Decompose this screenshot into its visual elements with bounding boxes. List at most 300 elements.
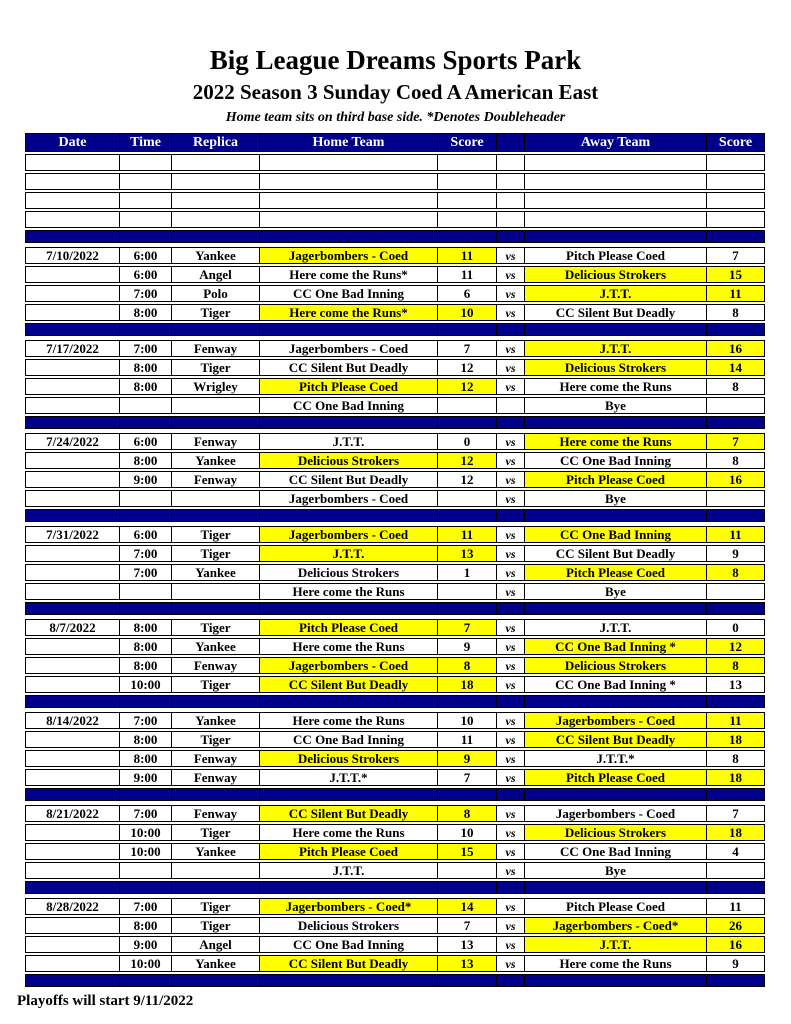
date-cell (25, 917, 120, 934)
home-team-cell (260, 192, 438, 209)
away-team-cell: Jagerbombers - Coed (525, 712, 707, 729)
replica-cell (172, 881, 260, 894)
home-score-cell: 18 (438, 676, 497, 693)
time-cell: 8:00 (120, 619, 172, 636)
vs-cell: vs (497, 824, 525, 841)
away-team-cell (525, 230, 707, 243)
away-score-cell: 7 (707, 805, 765, 822)
home-team-cell: CC Silent But Deadly (260, 955, 438, 972)
home-score-cell (438, 154, 497, 171)
away-team-cell: Bye (525, 862, 707, 879)
home-team-cell: Pitch Please Coed (260, 378, 438, 395)
bye-row (25, 862, 765, 879)
home-score-cell (438, 192, 497, 209)
game-row (25, 917, 765, 934)
home-score-cell: 8 (438, 657, 497, 674)
home-score-cell (438, 397, 497, 414)
away-team-cell: Here come the Runs (525, 433, 707, 450)
replica-cell: Yankee (172, 955, 260, 972)
home-team-cell: CC Silent But Deadly (260, 676, 438, 693)
date-cell (25, 602, 120, 615)
home-team-cell (260, 154, 438, 171)
replica-cell (172, 583, 260, 600)
date-cell (25, 545, 120, 562)
replica-cell (172, 416, 260, 429)
away-score-cell (707, 583, 765, 600)
time-cell: 7:00 (120, 564, 172, 581)
date-cell (25, 490, 120, 507)
home-score-cell: 12 (438, 471, 497, 488)
away-score-cell: 14 (707, 359, 765, 376)
away-team-cell: Delicious Strokers (525, 266, 707, 283)
replica-cell (172, 397, 260, 414)
home-score-cell: 15 (438, 843, 497, 860)
bye-row (25, 397, 765, 414)
time-cell: 10:00 (120, 843, 172, 860)
date-cell (25, 769, 120, 786)
replica-cell: Tiger (172, 545, 260, 562)
header-cell-replica: Replica (172, 133, 260, 152)
vs-cell: vs (497, 452, 525, 469)
away-score-cell: 8 (707, 378, 765, 395)
away-team-cell (525, 881, 707, 894)
away-team-cell (525, 974, 707, 987)
time-cell: 8:00 (120, 917, 172, 934)
replica-cell (172, 173, 260, 190)
date-cell (25, 936, 120, 953)
separator-row (25, 509, 765, 522)
away-team-cell: CC Silent But Deadly (525, 304, 707, 321)
home-team-cell: Here come the Runs* (260, 304, 438, 321)
replica-cell: Tiger (172, 304, 260, 321)
game-row (25, 433, 765, 450)
away-score-cell (707, 173, 765, 190)
time-cell (120, 881, 172, 894)
home-score-cell: 11 (438, 266, 497, 283)
replica-cell: Fenway (172, 471, 260, 488)
time-cell: 7:00 (120, 340, 172, 357)
home-team-cell: Here come the Runs (260, 712, 438, 729)
home-score-cell (438, 509, 497, 522)
away-team-cell (525, 695, 707, 708)
vs-cell (497, 154, 525, 171)
replica-cell: Fenway (172, 657, 260, 674)
time-cell (120, 416, 172, 429)
home-score-cell: 13 (438, 936, 497, 953)
date-cell (25, 955, 120, 972)
time-cell: 7:00 (120, 805, 172, 822)
date-cell: 7/31/2022 (25, 526, 120, 543)
replica-cell: Yankee (172, 452, 260, 469)
vs-cell: vs (497, 247, 525, 264)
date-cell (25, 657, 120, 674)
away-score-cell: 4 (707, 843, 765, 860)
replica-cell: Tiger (172, 359, 260, 376)
game-row (25, 378, 765, 395)
game-row (25, 526, 765, 543)
replica-cell (172, 211, 260, 228)
game-row (25, 545, 765, 562)
vs-cell: vs (497, 359, 525, 376)
date-cell (25, 881, 120, 894)
away-team-cell: CC Silent But Deadly (525, 545, 707, 562)
replica-cell: Angel (172, 266, 260, 283)
date-cell (25, 304, 120, 321)
vs-cell: vs (497, 843, 525, 860)
separator-row (25, 974, 765, 987)
date-cell (25, 638, 120, 655)
away-score-cell (707, 695, 765, 708)
home-score-cell: 7 (438, 769, 497, 786)
time-cell: 8:00 (120, 638, 172, 655)
replica-cell: Angel (172, 936, 260, 953)
away-team-cell: CC One Bad Inning (525, 452, 707, 469)
playoffs-note: Playoffs will start 9/11/2022 (17, 993, 194, 1009)
date-cell: 8/14/2022 (25, 712, 120, 729)
home-score-cell (438, 211, 497, 228)
away-team-cell: Bye (525, 583, 707, 600)
home-score-cell: 13 (438, 545, 497, 562)
empty-row (25, 192, 765, 209)
home-team-cell (260, 974, 438, 987)
away-team-cell: Delicious Strokers (525, 657, 707, 674)
time-cell (120, 323, 172, 336)
home-team-cell: Here come the Runs (260, 638, 438, 655)
home-score-cell: 10 (438, 304, 497, 321)
vs-cell: vs (497, 731, 525, 748)
date-cell: 8/7/2022 (25, 619, 120, 636)
away-score-cell (707, 154, 765, 171)
home-team-cell: Here come the Runs (260, 583, 438, 600)
time-cell (120, 788, 172, 801)
vs-cell: vs (497, 583, 525, 600)
home-team-cell: Pitch Please Coed (260, 619, 438, 636)
away-score-cell: 12 (707, 638, 765, 655)
time-cell: 9:00 (120, 471, 172, 488)
home-team-cell: CC Silent But Deadly (260, 471, 438, 488)
away-team-cell: CC Silent But Deadly (525, 731, 707, 748)
home-score-cell: 9 (438, 638, 497, 655)
game-row (25, 266, 765, 283)
away-team-cell: Bye (525, 397, 707, 414)
separator-row (25, 323, 765, 336)
page-tagline: Home team sits on third base side. *Denotes Doubleheader (225, 110, 566, 125)
vs-cell: vs (497, 526, 525, 543)
away-team-cell (525, 211, 707, 228)
away-score-cell: 0 (707, 619, 765, 636)
vs-cell (497, 974, 525, 987)
time-cell: 8:00 (120, 750, 172, 767)
date-cell: 7/17/2022 (25, 340, 120, 357)
away-team-cell: Delicious Strokers (525, 824, 707, 841)
away-score-cell: 18 (707, 731, 765, 748)
vs-cell: vs (497, 898, 525, 915)
vs-cell (497, 173, 525, 190)
away-team-cell: CC One Bad Inning (525, 843, 707, 860)
home-score-cell (438, 416, 497, 429)
home-score-cell (438, 974, 497, 987)
schedule-table (25, 133, 765, 987)
replica-cell: Yankee (172, 638, 260, 655)
vs-cell: vs (497, 433, 525, 450)
time-cell (120, 974, 172, 987)
time-cell (120, 397, 172, 414)
vs-cell (497, 230, 525, 243)
replica-cell: Tiger (172, 619, 260, 636)
replica-cell (172, 974, 260, 987)
game-row (25, 955, 765, 972)
home-team-cell: CC Silent But Deadly (260, 805, 438, 822)
empty-row (25, 154, 765, 171)
home-score-cell: 10 (438, 824, 497, 841)
home-score-cell: 12 (438, 378, 497, 395)
away-score-cell (707, 862, 765, 879)
time-cell: 8:00 (120, 657, 172, 674)
separator-row (25, 230, 765, 243)
home-score-cell (438, 602, 497, 615)
page-subtitle: 2022 Season 3 Sunday Coed A American East (192, 80, 599, 104)
away-team-cell: Pitch Please Coed (525, 769, 707, 786)
vs-cell: vs (497, 619, 525, 636)
time-cell (120, 154, 172, 171)
replica-cell: Fenway (172, 750, 260, 767)
date-cell (25, 471, 120, 488)
time-cell (120, 583, 172, 600)
date-cell (25, 397, 120, 414)
away-team-cell: Pitch Please Coed (525, 471, 707, 488)
game-row (25, 898, 765, 915)
time-cell: 9:00 (120, 769, 172, 786)
header-cell-home-score: Score (438, 133, 497, 152)
away-score-cell: 11 (707, 526, 765, 543)
home-score-cell: 6 (438, 285, 497, 302)
home-team-cell (260, 323, 438, 336)
away-score-cell (707, 211, 765, 228)
away-team-cell (525, 323, 707, 336)
away-team-cell: CC One Bad Inning * (525, 638, 707, 655)
home-score-cell (438, 881, 497, 894)
away-score-cell (707, 881, 765, 894)
vs-cell: vs (497, 564, 525, 581)
time-cell: 6:00 (120, 526, 172, 543)
table-body (25, 154, 765, 987)
date-cell (25, 974, 120, 987)
game-row (25, 805, 765, 822)
replica-cell (172, 192, 260, 209)
header-cell-vs (497, 133, 525, 152)
date-cell (25, 509, 120, 522)
game-row (25, 657, 765, 674)
time-cell (120, 602, 172, 615)
replica-cell: Polo (172, 285, 260, 302)
away-score-cell: 9 (707, 955, 765, 972)
away-score-cell: 16 (707, 471, 765, 488)
replica-cell: Yankee (172, 247, 260, 264)
date-cell (25, 843, 120, 860)
game-row (25, 750, 765, 767)
away-score-cell (707, 323, 765, 336)
home-score-cell: 9 (438, 750, 497, 767)
home-team-cell (260, 695, 438, 708)
date-cell (25, 285, 120, 302)
vs-cell: vs (497, 676, 525, 693)
replica-cell: Tiger (172, 917, 260, 934)
home-team-cell (260, 230, 438, 243)
home-team-cell: CC One Bad Inning (260, 936, 438, 953)
separator-row (25, 788, 765, 801)
vs-cell: vs (497, 769, 525, 786)
date-cell (25, 173, 120, 190)
time-cell (120, 509, 172, 522)
game-row (25, 564, 765, 581)
replica-cell: Tiger (172, 731, 260, 748)
vs-cell: vs (497, 936, 525, 953)
replica-cell (172, 602, 260, 615)
page-title: Big League Dreams Sports Park (209, 45, 582, 75)
date-cell (25, 788, 120, 801)
away-team-cell: Pitch Please Coed (525, 564, 707, 581)
replica-cell: Yankee (172, 712, 260, 729)
game-row (25, 471, 765, 488)
vs-cell: vs (497, 285, 525, 302)
time-cell: 8:00 (120, 452, 172, 469)
away-score-cell (707, 230, 765, 243)
vs-cell (497, 397, 525, 414)
replica-cell (172, 154, 260, 171)
replica-cell (172, 323, 260, 336)
home-score-cell (438, 862, 497, 879)
home-team-cell: J.T.T.* (260, 769, 438, 786)
game-row (25, 619, 765, 636)
home-score-cell: 13 (438, 955, 497, 972)
vs-cell (497, 881, 525, 894)
away-score-cell: 26 (707, 917, 765, 934)
home-team-cell: Jagerbombers - Coed (260, 340, 438, 357)
vs-cell (497, 211, 525, 228)
away-score-cell: 8 (707, 452, 765, 469)
away-team-cell (525, 173, 707, 190)
bye-row (25, 490, 765, 507)
date-cell (25, 583, 120, 600)
game-row (25, 712, 765, 729)
home-score-cell: 0 (438, 433, 497, 450)
home-team-cell: Delicious Strokers (260, 750, 438, 767)
replica-cell (172, 695, 260, 708)
away-score-cell (707, 974, 765, 987)
date-cell (25, 824, 120, 841)
time-cell (120, 211, 172, 228)
time-cell (120, 490, 172, 507)
home-score-cell: 11 (438, 526, 497, 543)
header-cell-date: Date (25, 133, 120, 152)
home-score-cell (438, 173, 497, 190)
away-team-cell: J.T.T. (525, 340, 707, 357)
home-score-cell: 11 (438, 247, 497, 264)
date-cell (25, 211, 120, 228)
game-row (25, 304, 765, 321)
away-team-cell: Delicious Strokers (525, 359, 707, 376)
separator-row (25, 881, 765, 894)
home-team-cell: Delicious Strokers (260, 564, 438, 581)
away-team-cell: Jagerbombers - Coed (525, 805, 707, 822)
replica-cell: Fenway (172, 805, 260, 822)
date-cell: 7/24/2022 (25, 433, 120, 450)
away-score-cell: 16 (707, 936, 765, 953)
date-cell (25, 862, 120, 879)
replica-cell: Fenway (172, 340, 260, 357)
replica-cell: Fenway (172, 769, 260, 786)
home-team-cell: J.T.T. (260, 862, 438, 879)
date-cell (25, 695, 120, 708)
home-score-cell (438, 323, 497, 336)
replica-cell: Tiger (172, 526, 260, 543)
game-row (25, 247, 765, 264)
time-cell: 7:00 (120, 712, 172, 729)
replica-cell: Tiger (172, 824, 260, 841)
home-team-cell: Jagerbombers - Coed (260, 657, 438, 674)
home-team-cell: CC One Bad Inning (260, 731, 438, 748)
home-score-cell: 11 (438, 731, 497, 748)
vs-cell: vs (497, 490, 525, 507)
away-team-cell: Pitch Please Coed (525, 898, 707, 915)
time-cell: 10:00 (120, 676, 172, 693)
home-score-cell (438, 788, 497, 801)
away-team-cell (525, 788, 707, 801)
home-team-cell (260, 211, 438, 228)
separator-row (25, 416, 765, 429)
home-team-cell (260, 602, 438, 615)
vs-cell: vs (497, 805, 525, 822)
vs-cell (497, 788, 525, 801)
away-team-cell: J.T.T.* (525, 750, 707, 767)
game-row (25, 452, 765, 469)
separator-row (25, 695, 765, 708)
home-team-cell: Delicious Strokers (260, 452, 438, 469)
home-score-cell: 8 (438, 805, 497, 822)
vs-cell (497, 416, 525, 429)
header-cell-away-team: Away Team (525, 133, 707, 152)
away-team-cell (525, 154, 707, 171)
away-team-cell: Here come the Runs (525, 378, 707, 395)
time-cell (120, 173, 172, 190)
away-score-cell: 7 (707, 433, 765, 450)
home-team-cell: J.T.T. (260, 545, 438, 562)
time-cell: 7:00 (120, 285, 172, 302)
date-cell (25, 676, 120, 693)
home-team-cell: Delicious Strokers (260, 917, 438, 934)
vs-cell (497, 192, 525, 209)
vs-cell: vs (497, 917, 525, 934)
vs-cell: vs (497, 712, 525, 729)
vs-cell: vs (497, 304, 525, 321)
away-team-cell: J.T.T. (525, 285, 707, 302)
vs-cell: vs (497, 378, 525, 395)
away-team-cell (525, 509, 707, 522)
header-cell-time: Time (120, 133, 172, 152)
away-team-cell (525, 416, 707, 429)
away-team-cell: CC One Bad Inning * (525, 676, 707, 693)
header-cell-away-score: Score (707, 133, 765, 152)
home-team-cell (260, 173, 438, 190)
vs-cell: vs (497, 638, 525, 655)
date-cell (25, 192, 120, 209)
away-score-cell: 8 (707, 750, 765, 767)
replica-cell: Tiger (172, 676, 260, 693)
home-team-cell: Here come the Runs (260, 824, 438, 841)
away-team-cell: J.T.T. (525, 619, 707, 636)
time-cell: 9:00 (120, 936, 172, 953)
date-cell (25, 154, 120, 171)
